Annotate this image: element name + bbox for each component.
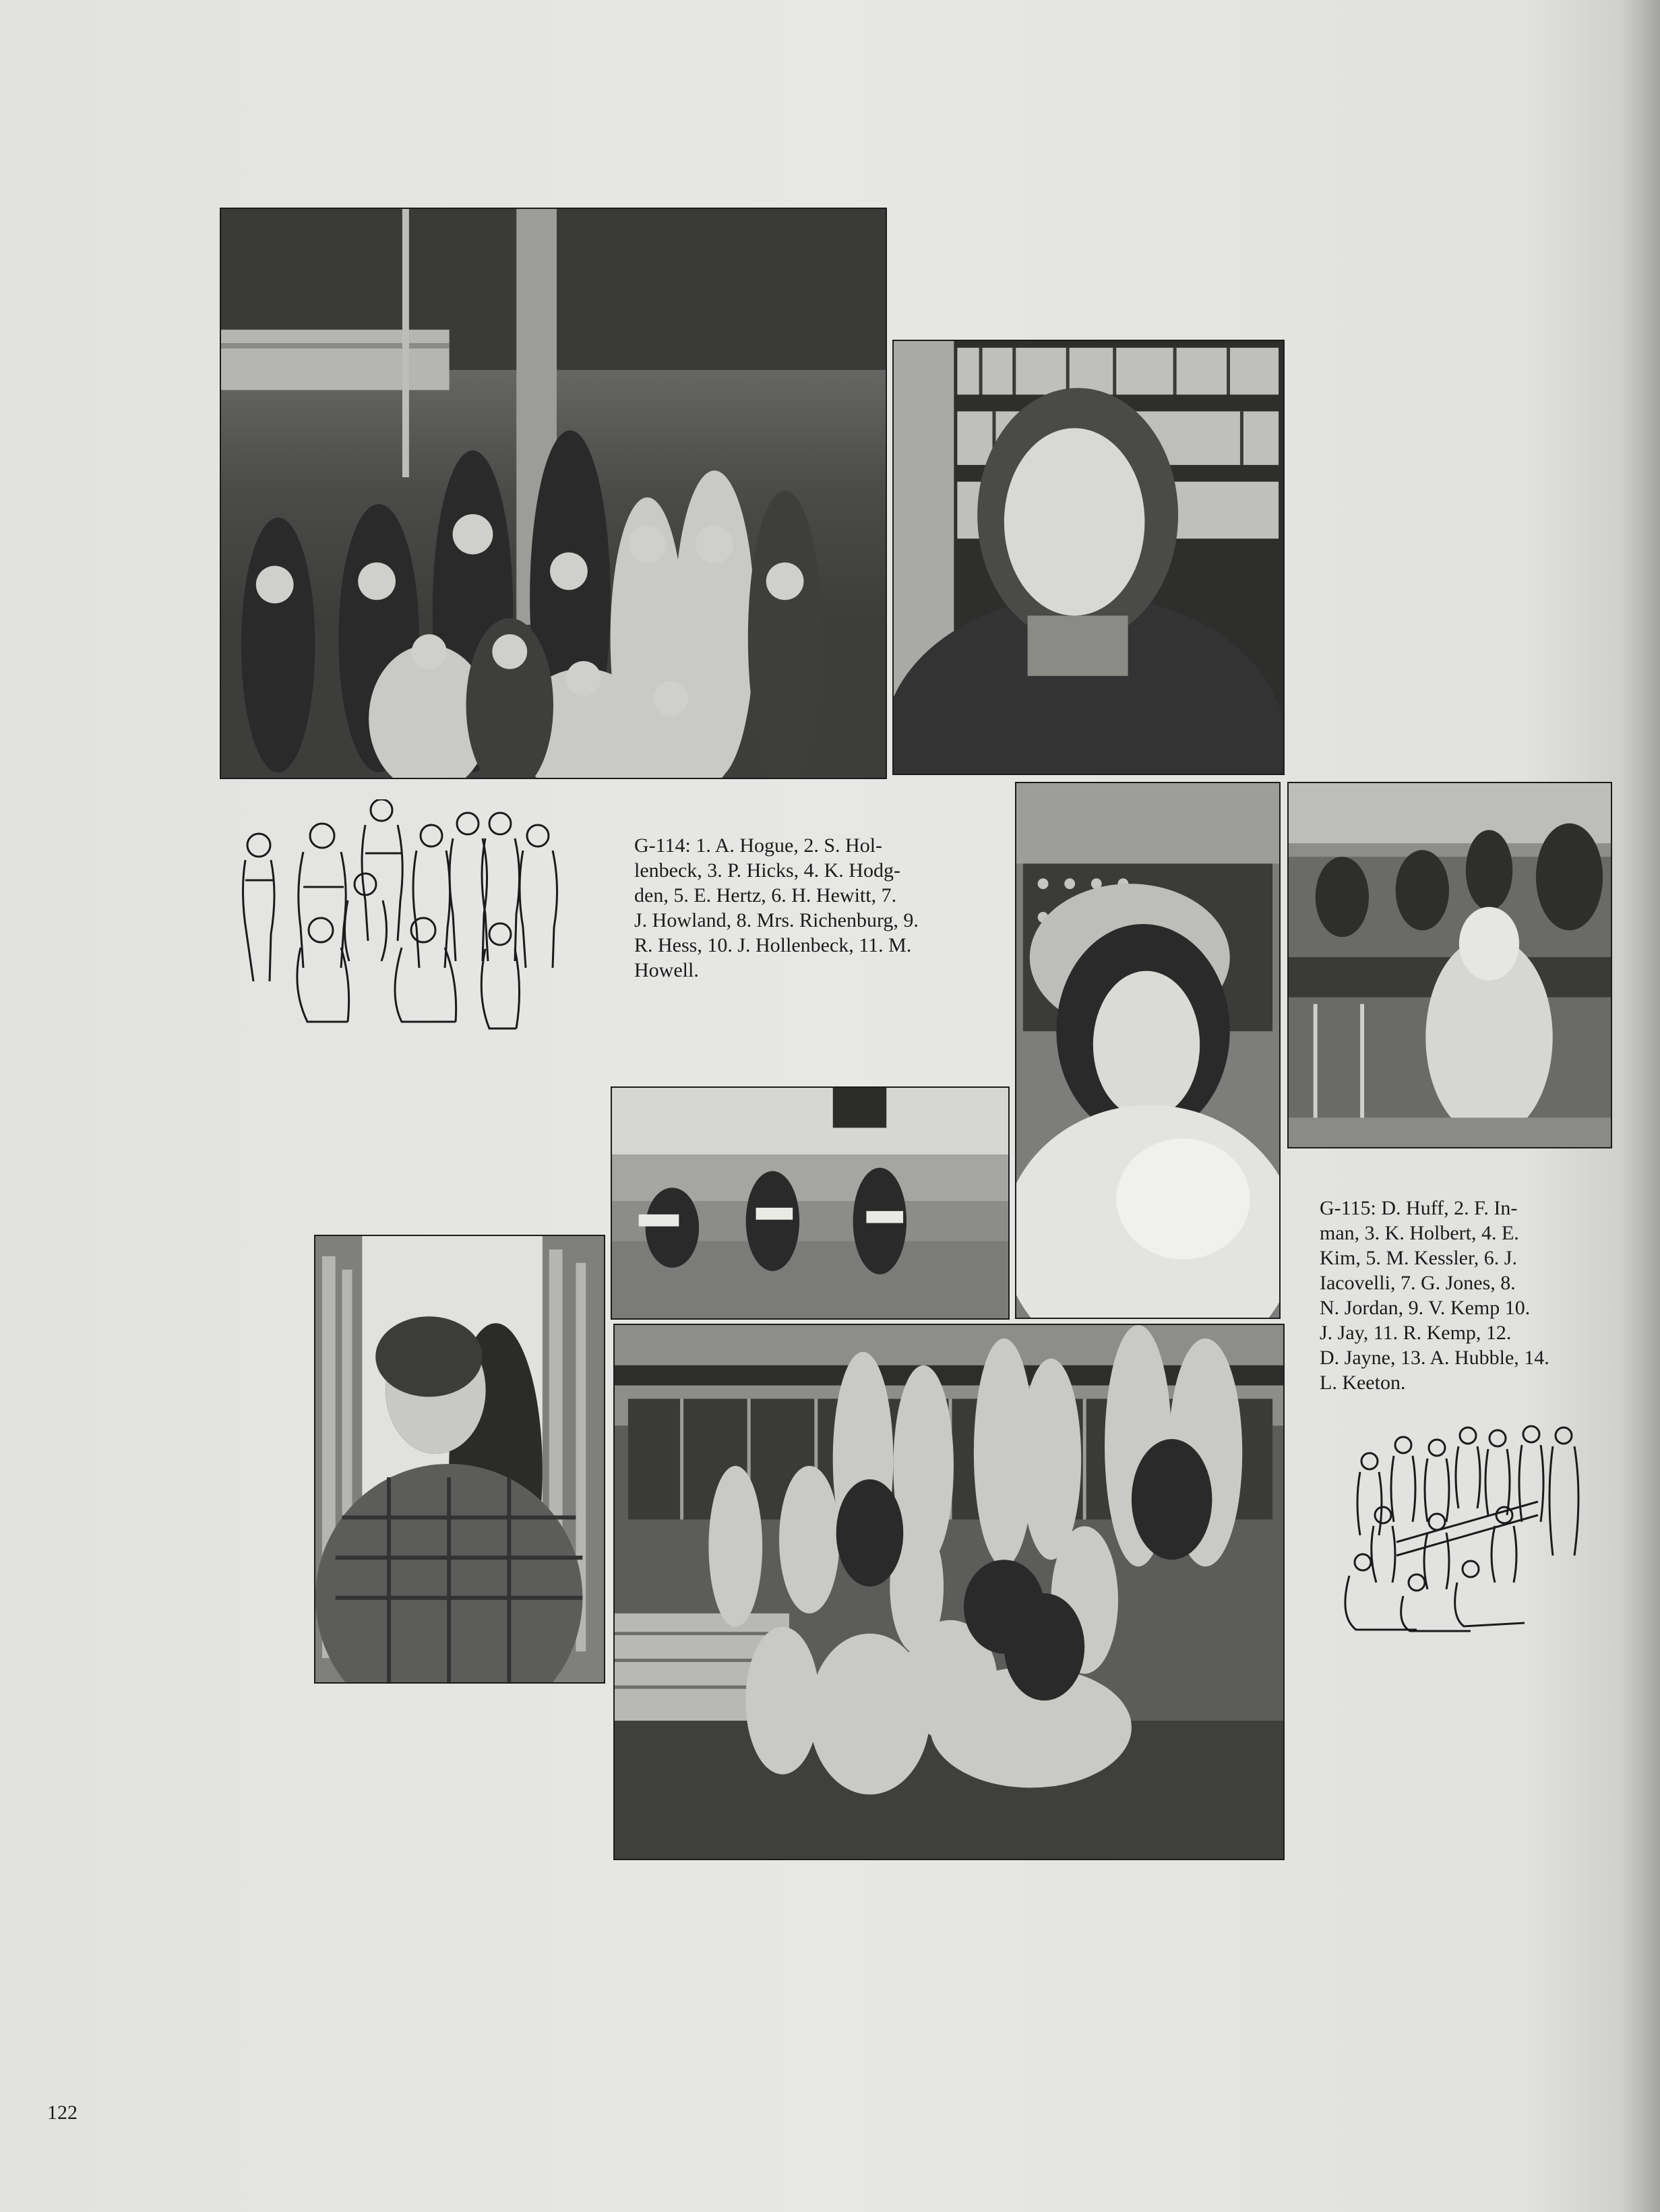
group-photo-g114 <box>220 208 887 779</box>
candid-photo-hallway <box>611 1086 1010 1320</box>
portrait-photo-scarf <box>1015 782 1281 1319</box>
page-edge-shadow <box>1621 0 1660 2212</box>
candid-photo-window <box>314 1235 605 1684</box>
group-photo-g115 <box>613 1324 1285 1860</box>
silhouette-key-g114 <box>233 799 565 1042</box>
caption-g114: G-114: 1. A. Hogue, 2. S. Hol- lenbeck, 3. P. Hicks, 4. K. Hodg- den, 5. E. Hertz, 6. H. Hewitt, 7. J. Howland, 8. Mrs. Richenburg, 9. R. Hess, 10. J. Hollenbeck, 11. M. Howell. <box>634 834 919 981</box>
candid-photo-cafeteria <box>1287 782 1612 1148</box>
caption-g115: G-115: D. Huff, 2. F. In- man, 3. K. Holbert, 4. E. Kim, 5. M. Kessler, 6. J. Iacovelli, 7. G. Jones, 8. N. Jordan, 9. V. Kemp 10. J. Jay, 11. R. Kemp, 12. D. Jayne, 13. A. Hubble, 14. L. Keeton. <box>1320 1197 1549 1394</box>
silhouette-key-g115 <box>1336 1421 1600 1638</box>
page-number: 122 <box>47 2101 78 2124</box>
portrait-photo-library <box>892 340 1285 775</box>
